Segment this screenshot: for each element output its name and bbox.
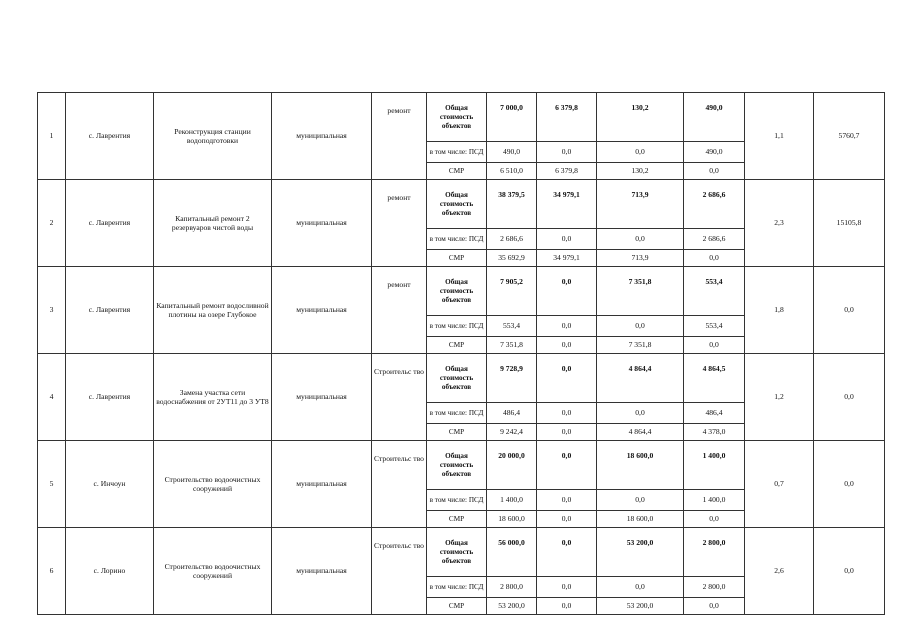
psd-value: 553,4 bbox=[487, 316, 537, 337]
psd-value: 486,4 bbox=[684, 403, 745, 424]
smr-value: 7 351,8 bbox=[597, 337, 684, 354]
work-type-cell: ремонт bbox=[372, 180, 427, 267]
table-row bbox=[38, 441, 885, 490]
total-value: 490,0 bbox=[684, 93, 745, 142]
total-cost-label: Общая стоимость объектов bbox=[427, 441, 487, 490]
total-value: 34 979,1 bbox=[537, 180, 597, 229]
smr-value: 4 864,4 bbox=[597, 424, 684, 441]
table-row bbox=[38, 528, 885, 577]
psd-value: 490,0 bbox=[684, 142, 745, 163]
object-name-cell: Замена участка сети водоснабжения от 2УТ11 до 3 УТ8 bbox=[154, 354, 272, 441]
psd-value: 553,4 bbox=[684, 316, 745, 337]
smr-label: СМР bbox=[427, 163, 487, 180]
settlement-cell: с. Лаврентия bbox=[66, 354, 154, 441]
total-value: 0,0 bbox=[537, 441, 597, 490]
total-value: 130,2 bbox=[597, 93, 684, 142]
extra-value-2: 0,0 bbox=[814, 528, 885, 615]
smr-value: 9 242,4 bbox=[487, 424, 537, 441]
psd-value: 2 686,6 bbox=[684, 229, 745, 250]
extra-value-2: 15105,8 bbox=[814, 180, 885, 267]
total-value: 0,0 bbox=[537, 354, 597, 403]
smr-value: 0,0 bbox=[537, 511, 597, 528]
psd-value: 486,4 bbox=[487, 403, 537, 424]
psd-value: 0,0 bbox=[597, 577, 684, 598]
psd-label: в том числе: ПСД bbox=[427, 316, 487, 337]
psd-value: 1 400,0 bbox=[684, 490, 745, 511]
psd-value: 1 400,0 bbox=[487, 490, 537, 511]
total-value: 7 905,2 bbox=[487, 267, 537, 316]
work-type-cell: Строительс тво bbox=[372, 441, 427, 528]
smr-label: СМР bbox=[427, 598, 487, 615]
smr-label: СМР bbox=[427, 337, 487, 354]
smr-value: 0,0 bbox=[684, 250, 745, 267]
psd-label: в том числе: ПСД bbox=[427, 403, 487, 424]
smr-value: 6 510,0 bbox=[487, 163, 537, 180]
psd-value: 0,0 bbox=[537, 490, 597, 511]
total-value: 9 728,9 bbox=[487, 354, 537, 403]
extra-value-1: 2,3 bbox=[745, 180, 814, 267]
object-name-cell: Капитальный ремонт водосливной плотины на озере Глубокое bbox=[154, 267, 272, 354]
total-value: 0,0 bbox=[537, 267, 597, 316]
ownership-cell: муниципальная bbox=[272, 441, 372, 528]
work-type-cell: ремонт bbox=[372, 93, 427, 180]
psd-value: 490,0 bbox=[487, 142, 537, 163]
ownership-cell: муниципальная bbox=[272, 180, 372, 267]
psd-value: 0,0 bbox=[597, 142, 684, 163]
ownership-cell: муниципальная bbox=[272, 93, 372, 180]
smr-value: 0,0 bbox=[684, 163, 745, 180]
total-cost-label: Общая стоимость объектов bbox=[427, 354, 487, 403]
smr-value: 18 600,0 bbox=[487, 511, 537, 528]
smr-label: СМР bbox=[427, 250, 487, 267]
total-cost-label: Общая стоимость объектов bbox=[427, 93, 487, 142]
smr-value: 7 351,8 bbox=[487, 337, 537, 354]
smr-value: 713,9 bbox=[597, 250, 684, 267]
psd-value: 2 800,0 bbox=[487, 577, 537, 598]
smr-value: 130,2 bbox=[597, 163, 684, 180]
object-name-cell: Капитальный ремонт 2 резервуаров чистой воды bbox=[154, 180, 272, 267]
psd-value: 0,0 bbox=[597, 229, 684, 250]
psd-label: в том числе: ПСД bbox=[427, 490, 487, 511]
investment-table bbox=[37, 92, 885, 615]
total-value: 713,9 bbox=[597, 180, 684, 229]
total-value: 38 379,5 bbox=[487, 180, 537, 229]
table-row bbox=[38, 354, 885, 403]
settlement-cell: с. Лаврентия bbox=[66, 267, 154, 354]
smr-value: 53 200,0 bbox=[487, 598, 537, 615]
work-type-cell: ремонт bbox=[372, 267, 427, 354]
smr-value: 4 378,0 bbox=[684, 424, 745, 441]
total-value: 2 800,0 bbox=[684, 528, 745, 577]
row-number: 5 bbox=[38, 441, 66, 528]
settlement-cell: с. Лорино bbox=[66, 528, 154, 615]
work-type-cell: Строительс тво bbox=[372, 528, 427, 615]
row-number: 6 bbox=[38, 528, 66, 615]
table-row bbox=[38, 93, 885, 142]
ownership-cell: муниципальная bbox=[272, 528, 372, 615]
row-number: 3 bbox=[38, 267, 66, 354]
psd-value: 2 800,0 bbox=[684, 577, 745, 598]
total-value: 0,0 bbox=[537, 528, 597, 577]
extra-value-2: 5760,7 bbox=[814, 93, 885, 180]
extra-value-1: 1,8 bbox=[745, 267, 814, 354]
document-sheet bbox=[37, 92, 885, 615]
extra-value-1: 0,7 bbox=[745, 441, 814, 528]
object-name-cell: Строительство водоочистных сооружений bbox=[154, 441, 272, 528]
settlement-cell: с. Лаврентия bbox=[66, 93, 154, 180]
psd-value: 0,0 bbox=[537, 577, 597, 598]
psd-label: в том числе: ПСД bbox=[427, 577, 487, 598]
extra-value-1: 2,6 bbox=[745, 528, 814, 615]
smr-value: 53 200,0 bbox=[597, 598, 684, 615]
smr-value: 0,0 bbox=[537, 337, 597, 354]
extra-value-1: 1,1 bbox=[745, 93, 814, 180]
total-cost-label: Общая стоимость объектов bbox=[427, 267, 487, 316]
smr-value: 0,0 bbox=[537, 424, 597, 441]
total-value: 553,4 bbox=[684, 267, 745, 316]
smr-value: 0,0 bbox=[684, 337, 745, 354]
psd-value: 0,0 bbox=[537, 316, 597, 337]
row-number: 2 bbox=[38, 180, 66, 267]
ownership-cell: муниципальная bbox=[272, 354, 372, 441]
psd-value: 0,0 bbox=[597, 403, 684, 424]
psd-value: 0,0 bbox=[597, 316, 684, 337]
ownership-cell: муниципальная bbox=[272, 267, 372, 354]
total-cost-label: Общая стоимость объектов bbox=[427, 180, 487, 229]
total-cost-label: Общая стоимость объектов bbox=[427, 528, 487, 577]
total-value: 18 600,0 bbox=[597, 441, 684, 490]
row-number: 1 bbox=[38, 93, 66, 180]
total-value: 56 000,0 bbox=[487, 528, 537, 577]
extra-value-2: 0,0 bbox=[814, 354, 885, 441]
work-type-cell: Строительс тво bbox=[372, 354, 427, 441]
psd-value: 2 686,6 bbox=[487, 229, 537, 250]
smr-value: 0,0 bbox=[684, 511, 745, 528]
table-body bbox=[38, 93, 885, 615]
total-value: 20 000,0 bbox=[487, 441, 537, 490]
settlement-cell: с. Инчоун bbox=[66, 441, 154, 528]
total-value: 4 864,5 bbox=[684, 354, 745, 403]
psd-value: 0,0 bbox=[537, 229, 597, 250]
object-name-cell: Строительство водоочистных сооружений bbox=[154, 528, 272, 615]
smr-label: СМР bbox=[427, 424, 487, 441]
object-name-cell: Реконструкция станции водоподготовки bbox=[154, 93, 272, 180]
table-row bbox=[38, 180, 885, 229]
smr-value: 35 692,9 bbox=[487, 250, 537, 267]
smr-label: СМР bbox=[427, 511, 487, 528]
psd-value: 0,0 bbox=[537, 403, 597, 424]
extra-value-2: 0,0 bbox=[814, 441, 885, 528]
smr-value: 34 979,1 bbox=[537, 250, 597, 267]
psd-label: в том числе: ПСД bbox=[427, 142, 487, 163]
table-row bbox=[38, 267, 885, 316]
total-value: 53 200,0 bbox=[597, 528, 684, 577]
smr-value: 0,0 bbox=[684, 598, 745, 615]
extra-value-1: 1,2 bbox=[745, 354, 814, 441]
psd-label: в том числе: ПСД bbox=[427, 229, 487, 250]
psd-value: 0,0 bbox=[537, 142, 597, 163]
total-value: 7 000,0 bbox=[487, 93, 537, 142]
total-value: 4 864,4 bbox=[597, 354, 684, 403]
total-value: 6 379,8 bbox=[537, 93, 597, 142]
total-value: 1 400,0 bbox=[684, 441, 745, 490]
psd-value: 0,0 bbox=[597, 490, 684, 511]
extra-value-2: 0,0 bbox=[814, 267, 885, 354]
row-number: 4 bbox=[38, 354, 66, 441]
smr-value: 18 600,0 bbox=[597, 511, 684, 528]
total-value: 2 686,6 bbox=[684, 180, 745, 229]
settlement-cell: с. Лаврентия bbox=[66, 180, 154, 267]
smr-value: 6 379,8 bbox=[537, 163, 597, 180]
total-value: 7 351,8 bbox=[597, 267, 684, 316]
smr-value: 0,0 bbox=[537, 598, 597, 615]
